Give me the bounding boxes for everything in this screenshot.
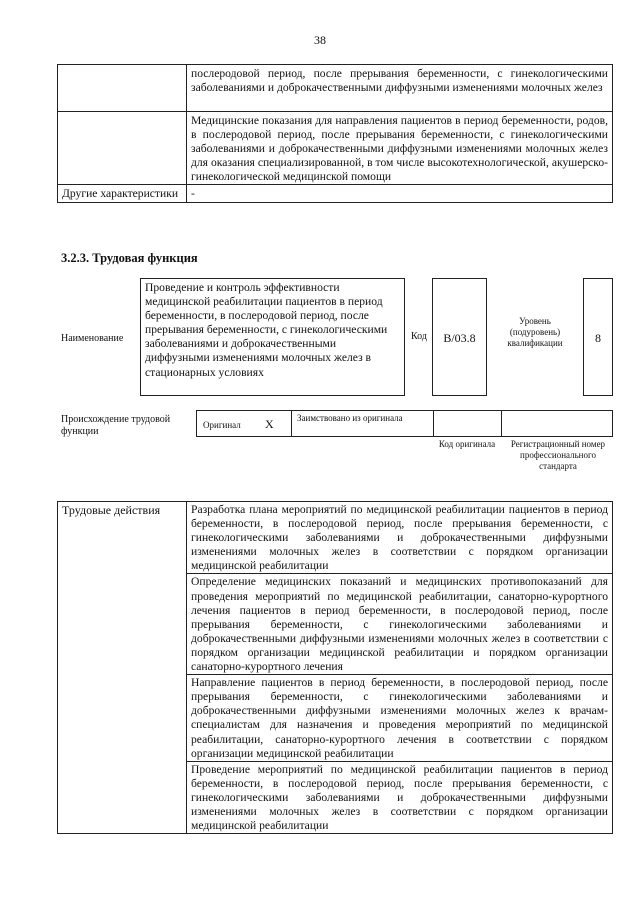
origin-label: Происхождение трудовой функции — [61, 414, 171, 437]
page-number: 38 — [314, 33, 326, 47]
section-heading: 3.2.3. Трудовая функция — [61, 251, 198, 265]
table-text-cell: - — [187, 185, 613, 202]
labor-actions-table — [57, 501, 613, 834]
original-label: Оригинал — [203, 420, 241, 430]
table-label-cell — [58, 112, 187, 185]
table-row — [58, 65, 613, 112]
table-row — [58, 502, 613, 574]
top-table — [57, 64, 613, 203]
labor-action-item: Направление пациентов в период беременности, в послеродовой период, после прерывания беременности, с гинекологическими заболеваниями и доброкачественными диффузными изменениями молочных желез к врачам-специалистам для назначения и проведения мероприятий по медицинской реабилитации, санаторно-курортного лечения в соответствии с порядком организации медицинской реабилитации — [187, 675, 613, 762]
labor-action-item: Определение медицинских показаний и медицинских противопоказаний для проведения мероприятий по медицинской реабилитации, санаторно-курортного лечения пациентов в период беременности, в послеродовой период, после прерывания беременности, с гинекологическими заболеваниями и доброкачественными диффузными изменениями молочных желез в соответствии с порядком организации медицинской реабилитации и порядком организации санаторно-курортного лечения — [187, 574, 613, 675]
function-name-box: Проведение и контроль эффективности медицинской реабилитации пациентов в период беременности, в послеродовой период, после прерывания беременности, с гинекологическими заболеваниями и доброкачественными диффузными изменениями молочных желез в стационарных условиях — [140, 278, 405, 396]
table-text-cell: Медицинские показания для направления пациентов в период беременности, родов, в послеродовой период, после прерывания беременности, с гинекологическими заболеваниями и доброкачественными диффузными изменениями молочных желез для оказания специализированной, в том числе высокотехнологической, акушерско-гинекологической медицинской помощи — [187, 112, 613, 185]
table-label-cell — [58, 65, 187, 112]
code-label: Код — [411, 331, 427, 342]
labor-action-item: Проведение мероприятий по медицинской реабилитации пациентов в период беременности, в послеродовой период, после прерывания беременности, с гинекологическими заболеваниями и доброкачественными диффузными изменениями молочных желез в соответствии с порядком организации медицинской реабилитации — [187, 761, 613, 833]
origin-row — [196, 410, 613, 437]
divider — [291, 411, 292, 436]
name-label: Наименование — [61, 333, 124, 344]
level-label: Уровень (подуровень) квалификации — [507, 316, 563, 348]
labor-actions-label: Трудовые действия — [58, 502, 187, 834]
table-label-cell: Другие характеристики — [58, 185, 187, 202]
divider — [433, 411, 434, 436]
level-value-box: 8 — [583, 278, 613, 396]
reg-caption: Регистрационный номер профессионального стандарта — [510, 439, 606, 471]
borrowed-label: Заимствовано из оригинала — [297, 413, 403, 423]
table-text-cell: послеродовой период, после прерывания беременности, с гинекологическими заболеваниями и доброкачественными диффузными изменениями молочных желез — [187, 65, 613, 112]
table-row — [58, 112, 613, 185]
divider — [501, 411, 502, 436]
labor-action-item: Разработка плана мероприятий по медицинской реабилитации пациентов в период беременности, в послеродовой период, после прерывания беременности, с гинекологическими заболеваниями и доброкачественными диффузными изменениями молочных желез в соответствии с порядком организации медицинской реабилитации — [187, 502, 613, 574]
code-value-box: B/03.8 — [432, 278, 487, 396]
code-caption: Код оригинала — [438, 439, 496, 449]
table-row — [58, 185, 613, 202]
original-mark: X — [265, 417, 274, 431]
